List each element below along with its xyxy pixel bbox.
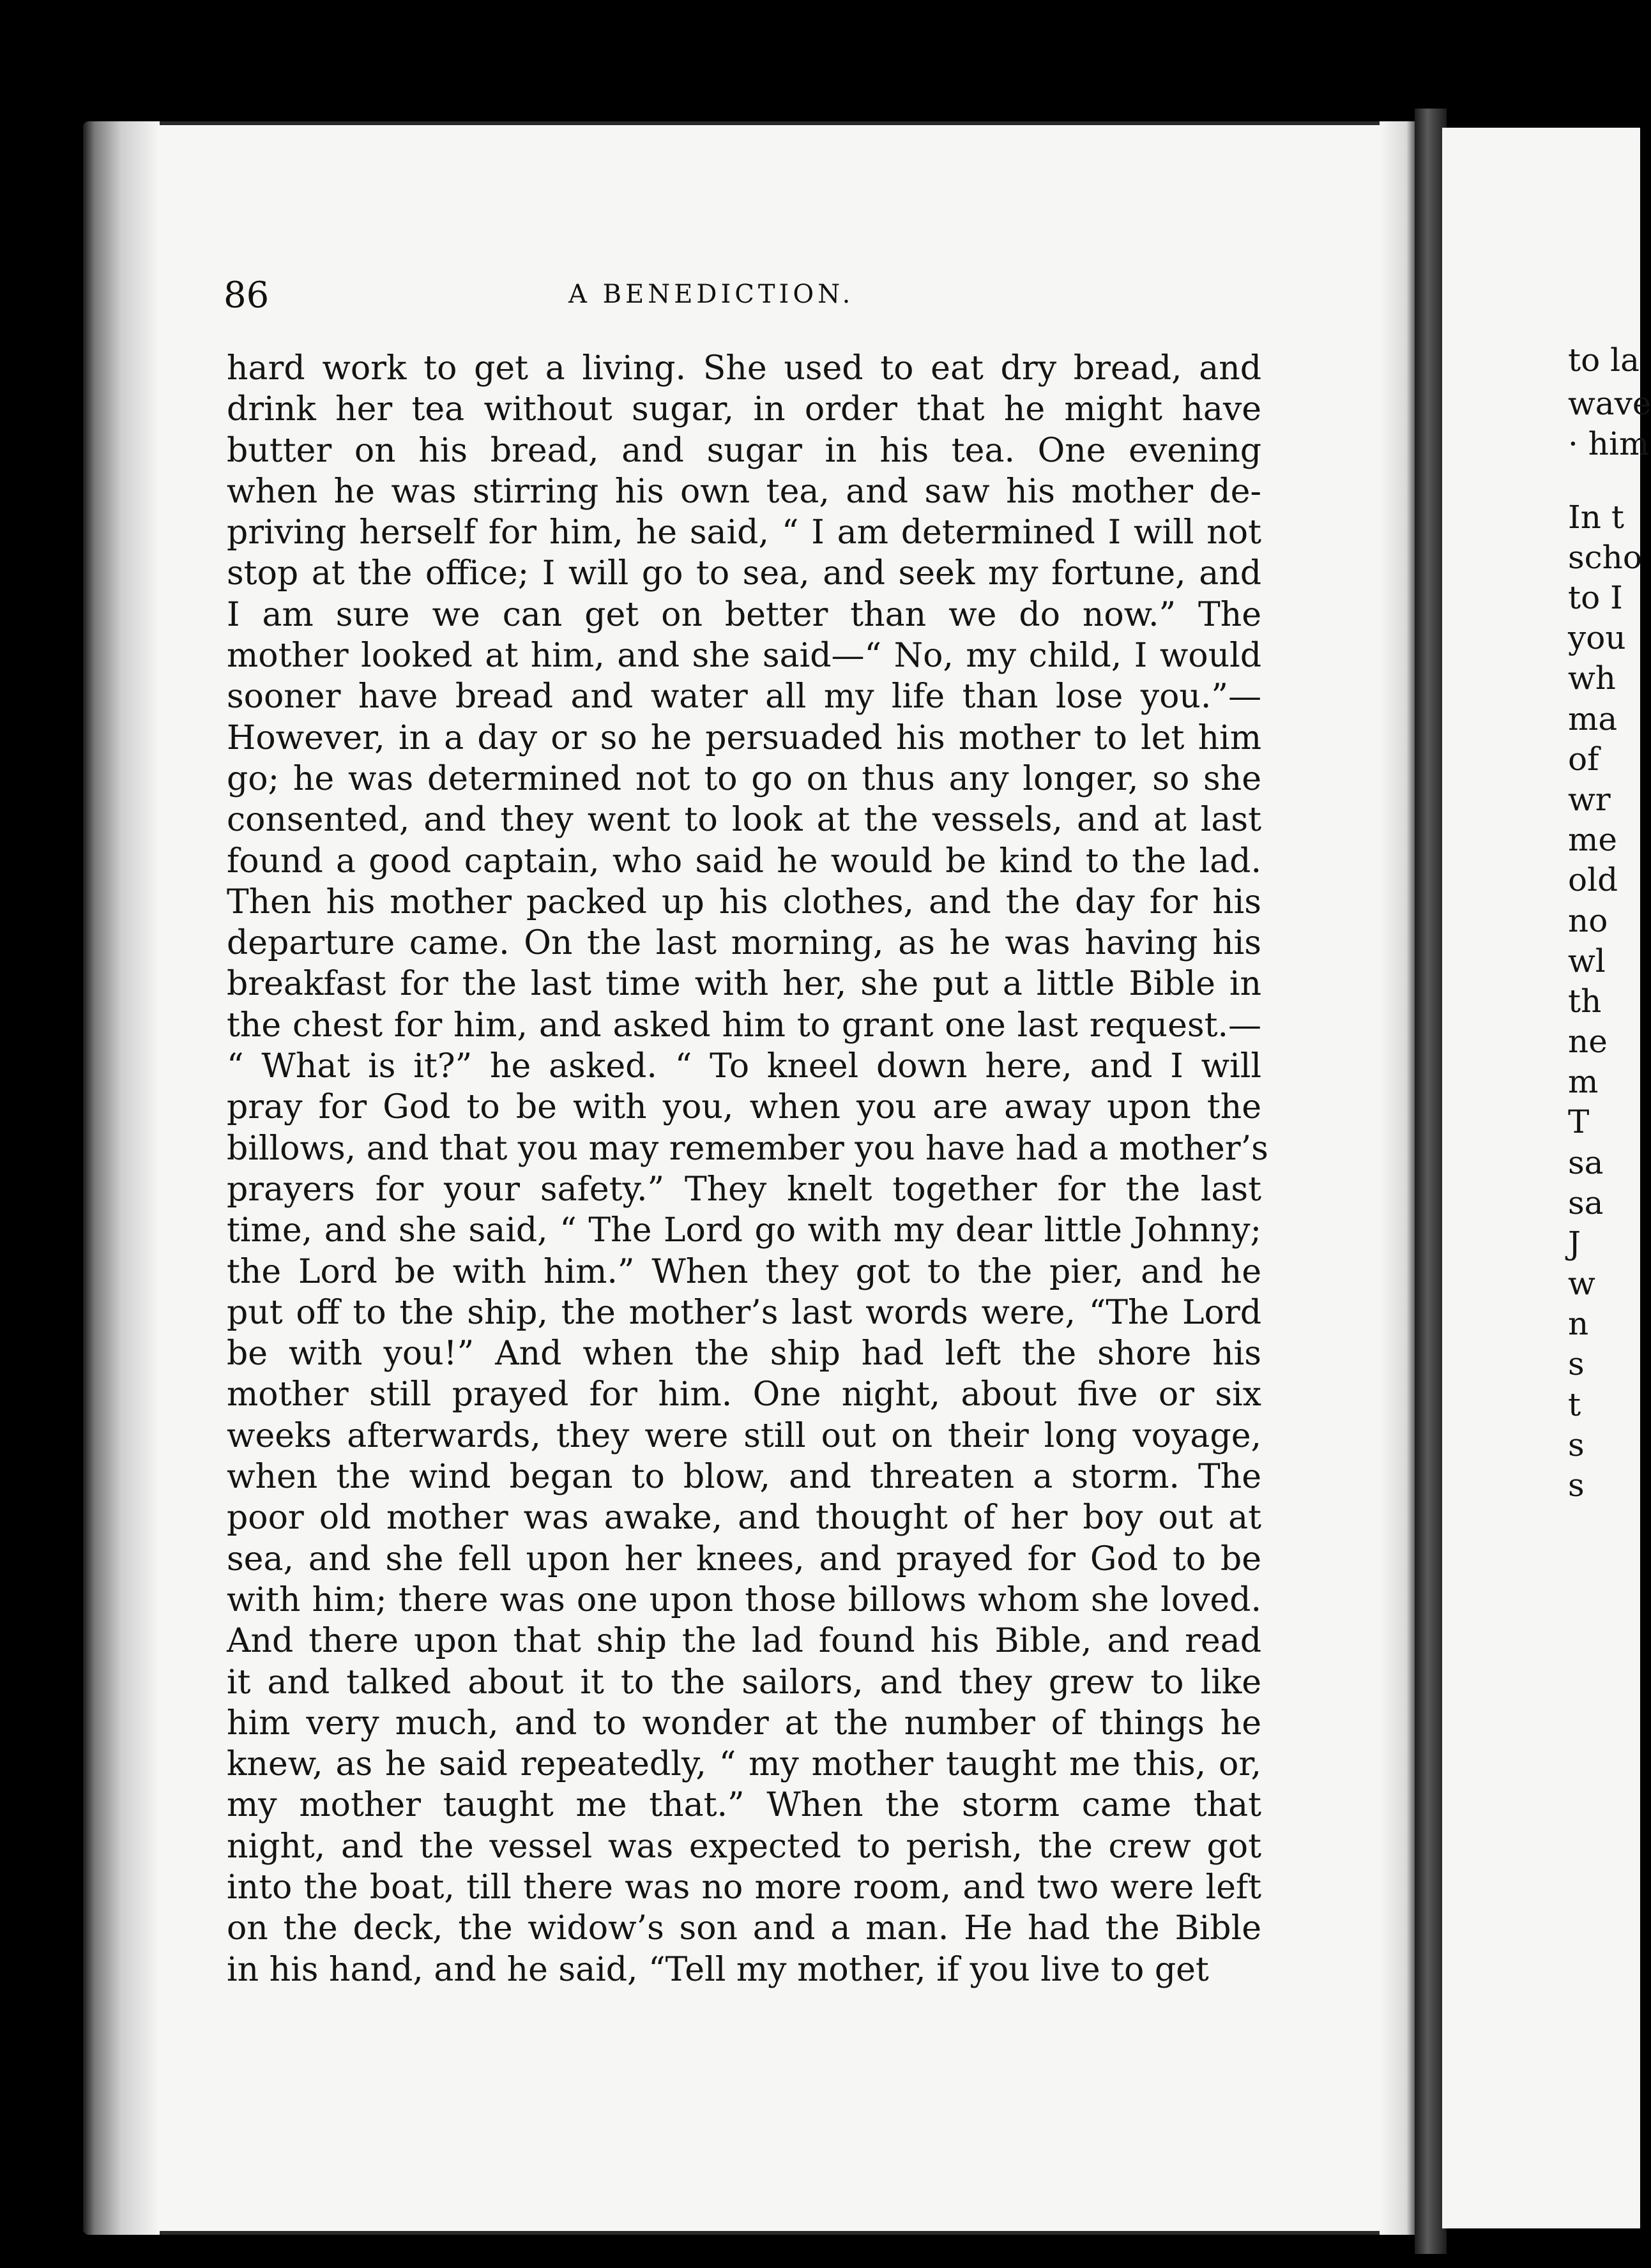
- text-line: when the wind began to blow, and threaten a storm. The: [227, 1458, 1261, 1497]
- text-line: consented, and they went to look at the vessels, and at last: [227, 801, 1261, 840]
- right-page-fragment: s: [1568, 1426, 1585, 1463]
- text-line: However, in a day or so he persuaded his mother to let him: [227, 718, 1261, 757]
- text-line: departure came. On the last morning, as he was having his: [227, 924, 1261, 963]
- running-title: A BENEDICTION.: [568, 280, 855, 309]
- right-page-fragment: no: [1568, 902, 1608, 939]
- right-page-fragment: scho: [1568, 538, 1642, 576]
- text-line: prayers for your safety.” They knelt together for the last: [227, 1170, 1261, 1209]
- text-line: sea, and she fell upon her knees, and prayed for God to be: [227, 1539, 1261, 1578]
- right-page-fragment: ne: [1568, 1023, 1608, 1061]
- text-line: pray for God to be with you, when you are away upon the: [227, 1088, 1261, 1127]
- text-line: mother still prayed for him. One night, about five or six: [227, 1375, 1261, 1414]
- right-page-fragment: th: [1568, 982, 1602, 1020]
- text-line: “ What is it?” he asked. “ To kneel down here, and I will: [227, 1047, 1261, 1086]
- right-page-fragment: sa: [1568, 1144, 1604, 1181]
- text-line: sooner have bread and water all my life than lose you.”—: [227, 677, 1261, 716]
- text-line: him very much, and to wonder at the number of things he: [227, 1704, 1261, 1743]
- right-page-fragment: sa: [1568, 1184, 1604, 1221]
- right-page-fragment: t: [1568, 1386, 1581, 1423]
- text-line: breakfast for the last time with her, she put a little Bible in: [227, 965, 1261, 1004]
- text-line: mother looked at him, and she said—“ No, my child, I would: [227, 637, 1261, 676]
- text-line: the Lord be with him.” When they got to the pier, and he: [227, 1252, 1261, 1291]
- text-line: I am sure we can get on better than we do now.” The: [227, 595, 1261, 634]
- text-line: be with you!” And when the ship had left the shore his: [227, 1334, 1261, 1373]
- page-number: 86: [224, 275, 270, 316]
- text-line: hard work to get a living. She used to eat dry bread, and: [227, 349, 1261, 388]
- text-line: Then his mother packed up his clothes, and the day for his: [227, 882, 1261, 921]
- text-line: into the boat, till there was no more room, and two were left: [227, 1868, 1261, 1907]
- text-line: in his hand, and he said, “Tell my mother, if you live to get: [227, 1950, 1209, 1989]
- right-page-fragment: old: [1568, 861, 1618, 899]
- right-page-fragment: J: [1568, 1224, 1581, 1262]
- text-line: time, and she said, “ The Lord go with my dear little Johnny;: [227, 1211, 1261, 1250]
- text-line: it and talked about it to the sailors, and they grew to like: [227, 1663, 1261, 1702]
- right-page-fragment: n: [1568, 1305, 1589, 1343]
- text-line: with him; there was one upon those billows whom she loved.: [227, 1580, 1261, 1619]
- text-line: on the deck, the widow’s son and a man. He had the Bible: [227, 1909, 1261, 1948]
- text-line: weeks afterwards, they were still out on their long voyage,: [227, 1416, 1261, 1455]
- right-page-fragment: m: [1568, 1063, 1599, 1101]
- text-line: go; he was determined not to go on thus any longer, so she: [227, 759, 1261, 798]
- body-text: [227, 348, 1268, 1990]
- text-line: stop at the office; I will go to sea, and seek my fortune, and: [227, 554, 1261, 593]
- right-page-fragment: wl: [1568, 942, 1606, 979]
- right-page-fragment: ma: [1568, 700, 1618, 737]
- running-head: [224, 275, 1277, 332]
- right-page-fragment: to I: [1568, 579, 1623, 617]
- text-line: billows, and that you may remember you have had a mother’s: [227, 1129, 1268, 1168]
- right-page-fragment: · him: [1568, 425, 1650, 463]
- text-line: knew, as he said repeatedly, “ my mother taught me this, or,: [227, 1745, 1261, 1784]
- text-line: when he was stirring his own tea, and saw his mother de-: [227, 472, 1261, 511]
- right-page-fragment: wr: [1568, 780, 1611, 818]
- text-line: priving herself for him, he said, “ I am determined I will not: [227, 513, 1261, 552]
- right-page-fragment: of: [1568, 740, 1599, 778]
- text-line: poor old mother was awake, and thought of her boy out at: [227, 1499, 1261, 1538]
- right-page-fragment: wh: [1568, 660, 1616, 697]
- right-page-fragment: T: [1568, 1103, 1590, 1141]
- right-page-fragment: In t: [1568, 498, 1624, 536]
- text-line: put off to the ship, the mother’s last words were, “The Lord: [227, 1293, 1261, 1332]
- text-line: the chest for him, and asked him to grant one last request.—: [227, 1006, 1261, 1045]
- right-page-fragment: wave: [1568, 384, 1651, 422]
- right-page-fragment: s: [1568, 1345, 1585, 1383]
- right-page-fragment: w: [1568, 1265, 1595, 1303]
- right-page-fragment: s: [1568, 1467, 1585, 1504]
- text-line: found a good captain, who said he would be kind to the lad.: [227, 842, 1261, 881]
- text-line: butter on his bread, and sugar in his tea. One evening: [227, 431, 1261, 470]
- right-page-fragment: to la: [1568, 342, 1640, 379]
- right-page-fragment: you: [1568, 619, 1626, 657]
- right-page-fragment: me: [1568, 821, 1618, 859]
- text-line: drink her tea without sugar, in order that he might have: [227, 390, 1261, 429]
- text-line: And there upon that ship the lad found his Bible, and read: [227, 1622, 1261, 1661]
- text-line: my mother taught me that.” When the storm came that: [227, 1786, 1261, 1825]
- text-line: night, and the vessel was expected to perish, the crew got: [227, 1827, 1261, 1866]
- right-page-fragments: [1568, 342, 1651, 1746]
